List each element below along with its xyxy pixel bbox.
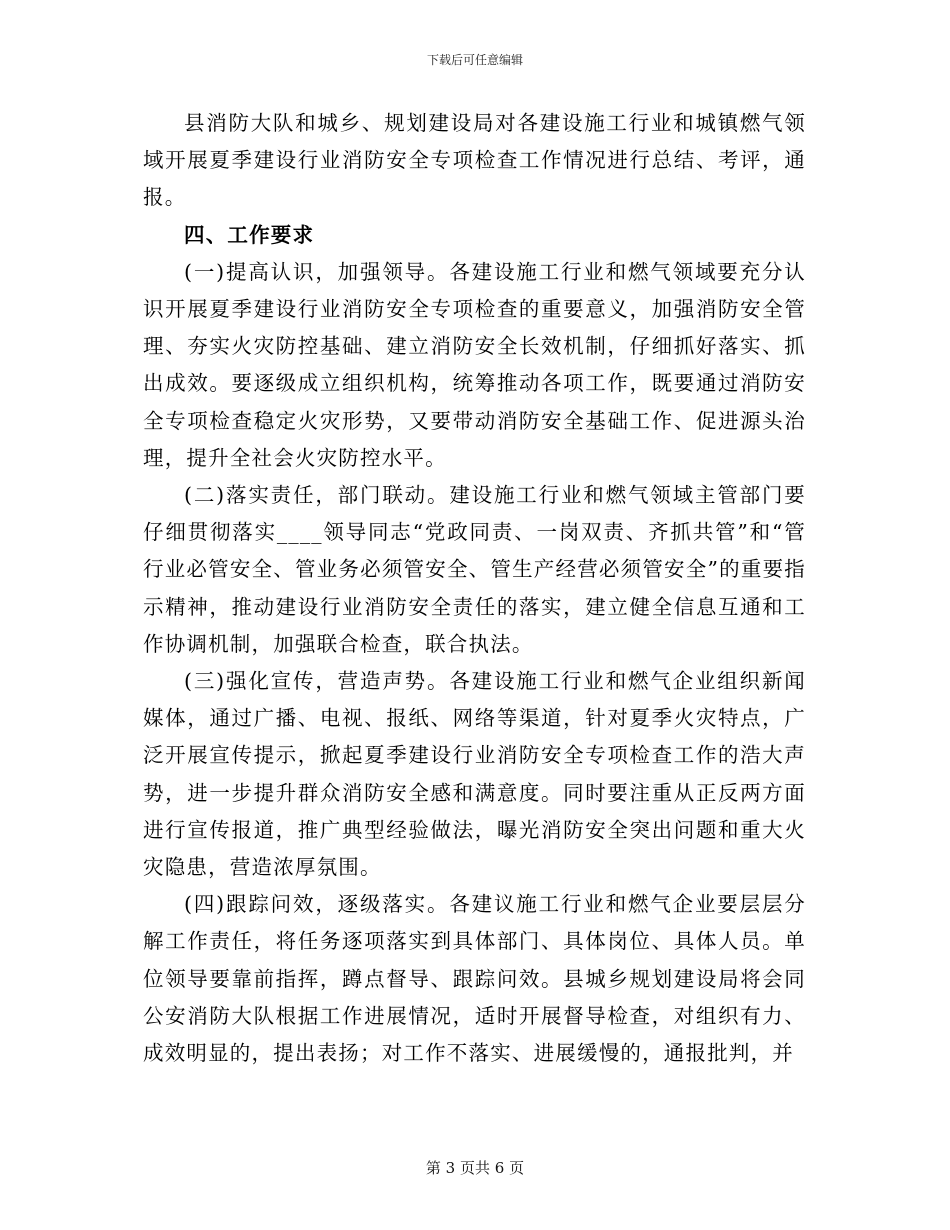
paragraph-item-3: (三)强化宣传，营造声势。各建设施工行业和燃气企业组织新闻媒体，通过广播、电视、报纸、网络等渠道，针对夏季火灾特点，广泛开展宣传提示，掀起夏季建设行业消防安全专项检查工作的浩大声势，进一步提升群众消防安全感和满意度。同时要注重从正反两方面进行宣传报道，推广典型经验做法，曝光消防安全突出问题和重大火灾隐患，营造浓厚氛围。 <box>143 669 806 880</box>
section-heading: 四、工作要求 <box>184 222 315 247</box>
page-header: 下载后可任意编辑 <box>426 53 523 67</box>
paragraph-summary: 县消防大队和城乡、规划建设局对各建设施工行业和城镇燃气领域开展夏季建设行业消防安全专项检查工作情况进行总结、考评，通报。 <box>143 111 806 210</box>
page-number: 第 3 页共 6 页 <box>425 1159 525 1177</box>
paragraph-item-4: (四)跟踪问效，逐级落实。各建议施工行业和燃气企业要层层分解工作责任，将任务逐项落实到具体部门、具体岗位、具体人员。单位领导要靠前指挥，蹲点督导、跟踪问效。县城乡规划建设局将会同公安消防大队根据工作进展情况，适时开展督导检查，对组织有力、成效明显的，提出表扬；对工作不落实、进展缓慢的，通报批判，并 <box>143 892 806 1066</box>
document-body <box>143 105 806 1072</box>
paragraph-item-2: (二)落实责任，部门联动。建设施工行业和燃气领域主管部门要仔细贯彻落实____领导同志“党政同责、一岗双责、齐抓共管”和“管行业必管安全、管业务必须管安全、管生产经营必须管安全”的重要指示精神，推动建设行业消防安全责任的落实，建立健全信息互通和工作协调机制，加强联合检查，联合执法。 <box>143 483 806 656</box>
paragraph-item-1: (一)提高认识，加强领导。各建设施工行业和燃气领域要充分认识开展夏季建设行业消防安全专项检查的重要意义，加强消防安全管理、夯实火灾防控基础、建立消防安全长效机制，仔细抓好落实、抓出成效。要逐级成立组织机构，统筹推动各项工作，既要通过消防安全专项检查稳定火灾形势，又要带动消防安全基础工作、促进源头治理，提升全社会火灾防控水平。 <box>143 259 806 470</box>
